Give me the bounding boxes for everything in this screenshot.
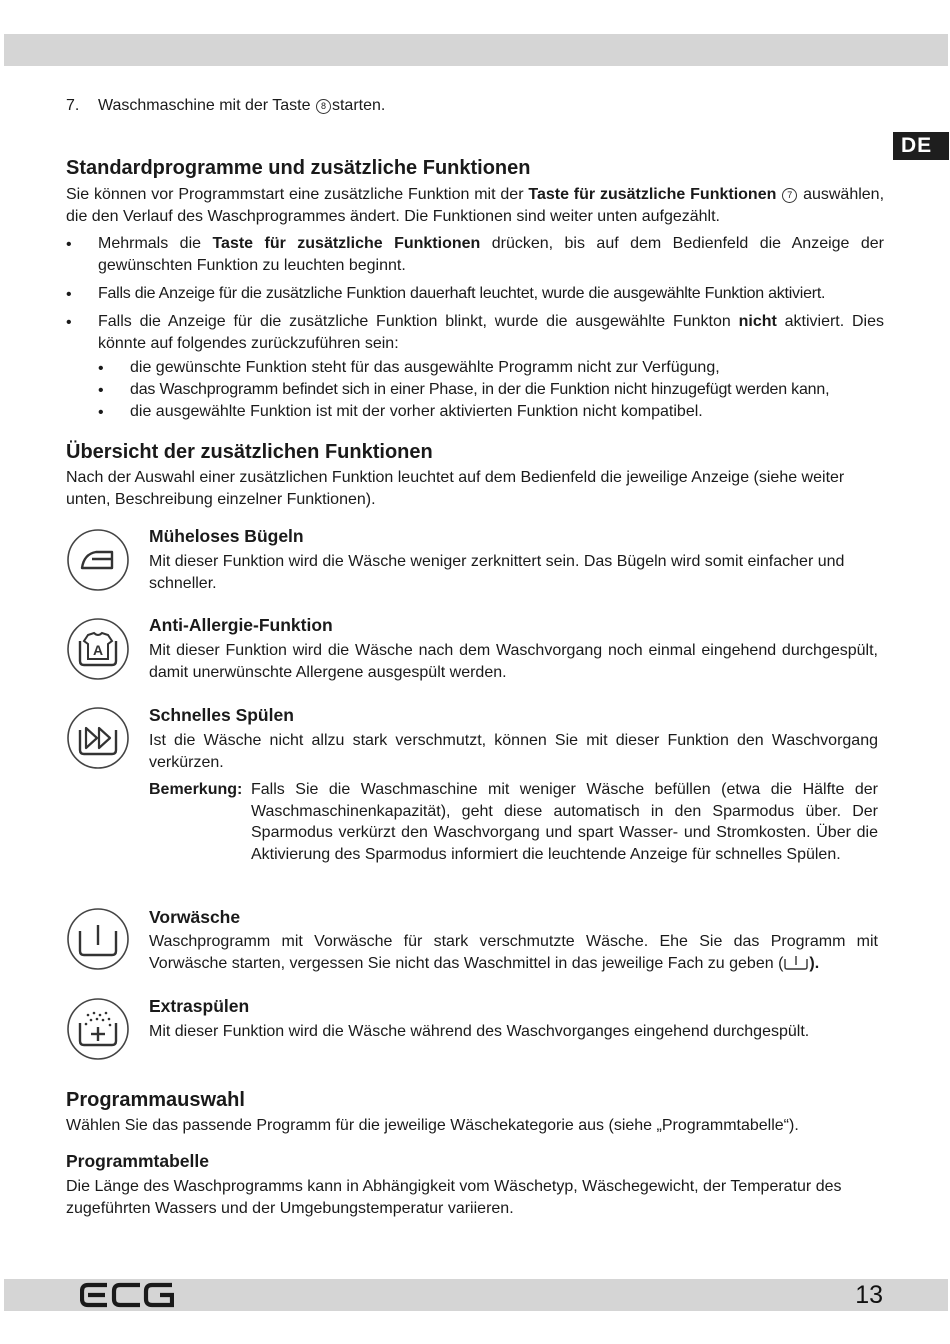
subsection-title-table: Programmtabelle — [66, 1151, 209, 1171]
bullet-icon: • — [66, 286, 72, 303]
note-text: Falls Sie die Waschmaschine mit weniger Wäsche befüllen (etwa die Hälfte der Waschmaschinenkapazität), geht diese automatisch in den Sparmodus über. Der Sparmodus verkürzt den Waschvorgang und spart Wasser- und Stromkosten. Über die Aktivierung des Sparmodus informiert die leuchtende Anzeige für schnelles Spülen. — [251, 781, 878, 863]
sub-bullet-text: das Waschprogramm befindet sich in einer Phase, in der die Funktion nicht hinzugefügt werden kann, — [130, 381, 830, 398]
sub-bullet-icon: • — [98, 360, 104, 377]
sub-bullet-text: die gewünschte Funktion steht für das ausgewählte Programm nicht zur Verfügung, — [130, 359, 720, 376]
standard-intro: Sie können vor Programmstart eine zusätzliche Funktion mit der Taste für zusätzliche Funktionen 7 auswählen, die den Verlauf des Waschprogrammes ändert. Die Funktionen sind weiter unten aufgezählt. — [66, 186, 885, 225]
bullet-icon: • — [66, 236, 72, 253]
function-title-ironing: Müheloses Bügeln — [149, 526, 304, 546]
anti-allergy-letter: A — [92, 642, 104, 658]
overview-intro: Nach der Auswahl einer zusätzlichen Funktion leuchtet auf dem Bedienfeld die jeweilige Anzeige (siehe weiter unten, Beschreibung einzelner Funktionen). — [66, 469, 845, 508]
page-number: 13 — [855, 1281, 883, 1309]
function-text-extra: Mit dieser Funktion wird die Wäsche während des Waschvorganges eingehend durchgespült. — [149, 1023, 810, 1040]
quick-rinse-icon — [66, 706, 130, 770]
step-number: 7. — [66, 97, 80, 114]
bullet-text-1: Mehrmals die Taste für zusätzliche Funktionen drücken, bis auf dem Bedienfeld die Anzeige der gewünschten Funktion zu leuchten beginnt. — [98, 235, 885, 274]
anti-allergy-icon — [66, 617, 130, 681]
key-8-icon: 8 — [316, 99, 331, 114]
detergent-compartment-icon — [783, 953, 809, 971]
sub-bullet-icon: • — [98, 382, 104, 399]
function-title-extra: Extraspülen — [149, 996, 250, 1016]
selection-text: Wählen Sie das passende Programm für die jeweilige Wäschekategorie aus (siehe „Programmtabelle“). — [66, 1117, 799, 1134]
table-text: Die Länge des Waschprogramms kann in Abhängigkeit vom Wäschetyp, Wäschegewicht, der Temperatur des zugeführten Wassers und der Umgebungstemperatur variieren. — [66, 1178, 842, 1217]
sub-bullet-icon: • — [98, 404, 104, 421]
function-title-prewash: Vorwäsche — [149, 907, 241, 927]
function-title-quick: Schnelles Spülen — [149, 705, 294, 725]
iron-icon — [66, 528, 130, 592]
function-text-quick: Ist die Wäsche nicht allzu stark verschmutzt, können Sie mit dieser Funktion den Waschvorgang verkürzen. — [149, 732, 878, 771]
header-bar — [4, 34, 948, 66]
note-label: Bemerkung: — [149, 781, 243, 798]
function-text-prewash: Waschprogramm mit Vorwäsche für stark verschmutzte Wäsche. Ehe Sie das Programm mit Vorwäsche starten, vergessen Sie nicht das Waschmittel in das jeweilige Fach zu geben ( ). — [149, 933, 878, 972]
function-title-allergy: Anti-Allergie-Funktion — [149, 615, 333, 635]
sub-bullet-text: die ausgewählte Funktion ist mit der vorher aktivierten Funktion nicht kompatibel. — [130, 403, 703, 420]
bullet-text-3: Falls die Anzeige für die zusätzliche Funktion blinkt, wurde die ausgewählte Funkton nicht aktiviert. Dies könnte auf folgendes zurückzuführen sein: — [98, 313, 885, 352]
step-text: Waschmaschine mit der Taste 8 starten. — [98, 97, 386, 114]
extra-rinse-icon — [66, 997, 130, 1061]
bullet-text-2: Falls die Anzeige für die zusätzliche Funktion dauerhaft leuchtet, wurde die ausgewählte Funktion aktiviert. — [98, 285, 826, 302]
bullet-icon: • — [66, 314, 72, 331]
section-title-overview: Übersicht der zusätzlichen Funktionen — [66, 441, 433, 463]
prewash-icon — [66, 907, 130, 971]
section-title-selection: Programmauswahl — [66, 1089, 245, 1111]
key-7-icon: 7 — [782, 188, 797, 203]
section-title-standard: Standardprogramme und zusätzliche Funktionen — [66, 157, 531, 179]
function-text-ironing: Mit dieser Funktion wird die Wäsche weniger zerknittert sein. Das Bügeln wird somit einfacher und schneller. — [149, 553, 845, 592]
language-badge: DE — [893, 132, 949, 160]
ecg-logo — [80, 1282, 174, 1308]
function-text-allergy: Mit dieser Funktion wird die Wäsche nach dem Waschvorgang noch einmal eingehend durchgespült, damit unerwünschte Allergene ausgespült werden. — [149, 642, 878, 681]
